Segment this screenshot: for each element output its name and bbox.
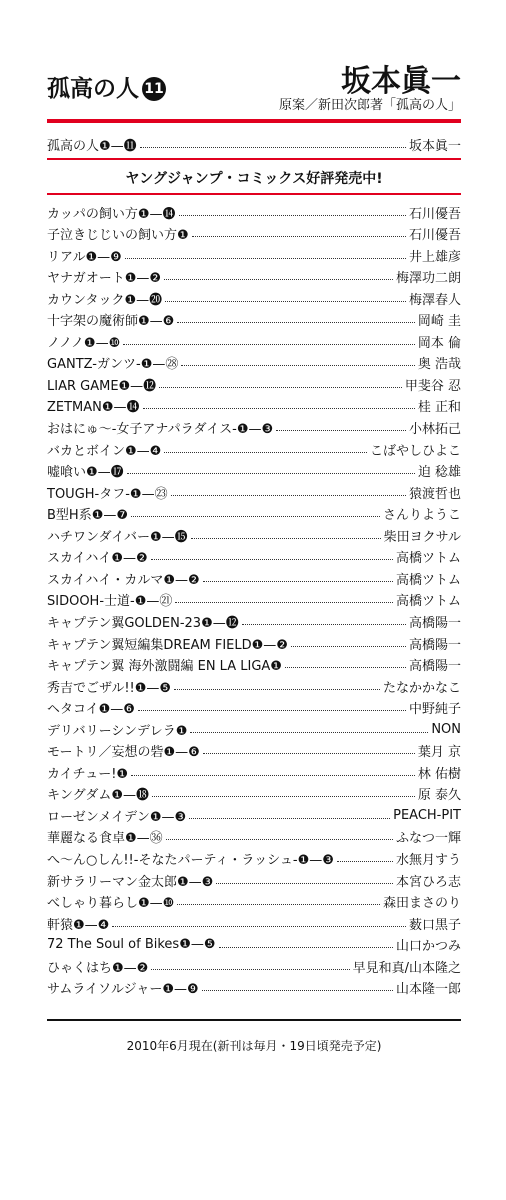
list-item — [47, 224, 461, 244]
list-item — [47, 353, 461, 373]
leader-dots — [203, 581, 393, 582]
volume-title — [47, 70, 166, 103]
list-item-author: PEACH-PIT — [393, 807, 461, 823]
list-item-title: キャプテン翼短編集DREAM FIELD❶—❷ — [47, 637, 288, 653]
list-item — [47, 935, 461, 955]
list-item — [47, 374, 461, 394]
list-item-author: 高橋陽一 — [408, 637, 461, 653]
list-item-title: スカイハイ・カルマ❶—❷ — [47, 572, 200, 588]
list-item — [47, 288, 461, 308]
leader-dots — [181, 365, 415, 366]
leader-dots — [138, 710, 406, 711]
list-item-title: TOUGH-タフ-❶—㉓ — [47, 486, 168, 502]
list-item-author: 岡本 倫 — [417, 335, 461, 351]
list-item-title: リアル❶—❾ — [47, 249, 122, 265]
banner-heading: ヤングジャンプ・コミックス好評発売中! — [125, 171, 383, 187]
header-rule — [47, 119, 461, 123]
list-item — [47, 482, 461, 502]
leader-dots — [216, 883, 393, 884]
list-item-title: 華麗なる食卓❶—㊱ — [47, 831, 163, 847]
list-item-title: ローゼンメイデン❶—❸ — [47, 809, 187, 825]
list-item-author: 小林拓己 — [408, 422, 461, 437]
list-item-title: カッパの飼い方❶—⓮ — [47, 206, 176, 222]
list-item — [47, 978, 461, 998]
list-item-author: 桂 正和 — [417, 400, 461, 416]
list-item — [47, 396, 461, 416]
list-item — [47, 267, 461, 287]
list-item-title: 72 The Soul of Bikes❶—❺ — [47, 937, 216, 953]
list-item — [47, 676, 461, 696]
list-item-author: NON — [431, 721, 461, 737]
leader-dots — [164, 452, 367, 453]
leader-dots — [219, 947, 393, 948]
list-item — [47, 741, 461, 761]
list-item — [47, 633, 461, 653]
list-item — [47, 913, 461, 933]
footer-note: 2010年6月現在(新刊は毎月・19日頃発売予定) — [126, 1039, 382, 1053]
leader-dots — [175, 602, 393, 603]
leader-dots — [189, 818, 390, 819]
header — [47, 56, 461, 114]
list-item-title: 嘘喰い❶—⓱ — [47, 465, 124, 481]
list-item-author: こばやしひよこ — [369, 443, 461, 459]
list-item-author: ふなつ一輝 — [395, 831, 461, 847]
list-item — [47, 870, 461, 890]
list-item-title: GANTZ-ガンツ-❶—㉘ — [47, 357, 179, 373]
section-rule-bottom — [47, 193, 461, 195]
list-item-title: バカとボイン❶—❹ — [47, 443, 162, 459]
list-item-author: 高橋陽一 — [408, 659, 461, 675]
own-series-title: 孤高の人❶—⓫ — [47, 138, 137, 154]
list-item-author: 井上雄彦 — [408, 249, 461, 265]
list-item-author: 高橋ツトム — [395, 572, 461, 588]
list-item-author: 高橋ツトム — [395, 551, 461, 567]
list-item-author: 梅澤春人 — [408, 292, 461, 308]
leader-dots — [143, 408, 415, 409]
leader-dots — [125, 258, 406, 259]
leader-dots — [190, 732, 428, 733]
list-item-author: 梅澤功二朗 — [395, 271, 461, 287]
leader-dots — [177, 322, 415, 323]
list-item-author: 猿渡哲也 — [408, 486, 461, 502]
list-item — [47, 892, 461, 912]
leader-dots — [112, 926, 406, 927]
section-rule-top — [47, 158, 461, 160]
list-item-author: 迫 稔雄 — [417, 465, 461, 481]
leader-dots — [285, 667, 406, 668]
series-title: 孤高の人 — [47, 76, 139, 102]
list-item-author: 高橋陽一 — [408, 615, 461, 631]
list-item-title: 新サラリーマン金太郎❶—❸ — [47, 874, 214, 890]
list-item-author: 本宮ひろ志 — [395, 874, 461, 890]
list-item-title: サムライソルジャー❶—❾ — [47, 982, 199, 998]
list-item-author: 早見和真/山本隆之 — [352, 960, 461, 976]
leader-dots — [166, 839, 393, 840]
list-item — [47, 439, 461, 459]
leader-dots — [179, 215, 406, 216]
list-item-author: 水無月すう — [395, 853, 461, 868]
leader-dots — [202, 990, 393, 991]
original-credit: 原案／新田次郎著「孤高の人」 — [278, 98, 461, 113]
list-item-title: B型H系❶—❼ — [47, 508, 129, 524]
list-item-author: 葉月 京 — [417, 745, 461, 761]
list-item-author: 岡崎 圭 — [417, 314, 461, 330]
list-item-title: ハチワンダイバー❶—⓯ — [47, 529, 188, 545]
leader-dots — [191, 538, 381, 539]
list-item-title: べしゃり暮らし❶—❿ — [47, 896, 175, 912]
leader-dots — [276, 430, 406, 431]
leader-dots — [127, 473, 415, 474]
list-item — [47, 504, 461, 524]
list-item-author: さんりようこ — [382, 508, 461, 524]
own-series-row — [47, 134, 461, 154]
leader-dots — [152, 796, 415, 797]
leader-dots — [192, 236, 406, 237]
list-item — [47, 805, 461, 825]
list-item-title: おはにゅ〜-女子アナパラダイス-❶—❸ — [47, 422, 274, 437]
list-item-title: ヘタコイ❶—❻ — [47, 702, 135, 718]
list-item — [47, 611, 461, 631]
list-item-title: カウンタック❶—⓴ — [47, 292, 163, 308]
list-item-title: ひゃくはち❶—❷ — [47, 960, 149, 976]
list-item-title: LIAR GAME❶—⓬ — [47, 378, 157, 394]
list-item-title: 秀吉でごザル!!❶—❺ — [47, 680, 172, 696]
list-item-author: 薮口黒子 — [408, 917, 461, 933]
leader-dots — [131, 516, 380, 517]
list-item-title: スカイハイ❶—❷ — [47, 551, 148, 567]
list-item-author: 森田まさのり — [382, 896, 461, 912]
list-item — [47, 461, 461, 481]
list-item-title: ZETMAN❶—⓮ — [47, 400, 140, 416]
leader-dots — [159, 387, 402, 388]
volume-number-badge: 11 — [142, 77, 166, 101]
list-item — [47, 525, 461, 545]
list-item-title: へ〜ん○しん!!-そなたパーティ・ラッシュ-❶—❸ — [47, 853, 334, 868]
list-item — [47, 245, 461, 265]
list-item — [47, 310, 461, 330]
list-item — [47, 590, 461, 610]
list-item-author: 柴田ヨクサル — [383, 529, 461, 545]
leader-dots — [242, 624, 406, 625]
list-item-title: 子泣きじじいの飼い方❶ — [47, 228, 189, 244]
list-item-author: 中野純子 — [408, 702, 461, 718]
author-name: 坂本眞一 — [341, 64, 461, 99]
list-item — [47, 202, 461, 222]
list-item — [47, 762, 461, 782]
leader-dots — [151, 559, 393, 560]
list-item-author: 山本隆一郎 — [395, 982, 461, 998]
list-item-title: 軒猿❶—❹ — [47, 917, 110, 933]
leader-dots — [203, 753, 415, 754]
list-item — [47, 784, 461, 804]
list-item-title: デリバリーシンデレラ❶ — [47, 723, 188, 739]
list-item-author: たなかかなこ — [382, 680, 461, 696]
list-item-title: ヤナガオート❶—❷ — [47, 271, 162, 287]
list-item-title: モートリ／妄想の砦❶—❻ — [47, 745, 200, 761]
leader-dots — [337, 861, 393, 862]
list-item — [47, 655, 461, 675]
list-item-author: 石川優吾 — [408, 228, 461, 244]
list-item-author: 林 佑樹 — [417, 766, 461, 782]
leader-dots — [151, 969, 349, 970]
list-item-author: 高橋ツトム — [395, 594, 461, 610]
leader-dots — [165, 301, 406, 302]
list-item — [47, 568, 461, 588]
list-item — [47, 827, 461, 847]
list-item-title: SIDOOH-士道-❶—㉑ — [47, 594, 173, 610]
list-item-title: カイチュー!❶ — [47, 766, 129, 782]
leader-dots — [123, 344, 415, 345]
list-item-title: キャプテン翼GOLDEN-23❶—⓬ — [47, 615, 239, 631]
list-item — [47, 698, 461, 718]
list-item — [47, 719, 461, 739]
leader-dots — [177, 904, 380, 905]
list-item-author: 甲斐谷 忍 — [404, 378, 461, 394]
list-item-title: 十字架の魔術師❶—❻ — [47, 314, 175, 330]
own-series-author: 坂本眞一 — [408, 138, 461, 154]
list-item-title: ノノノ❶—❿ — [47, 335, 121, 351]
leader-dots — [140, 147, 406, 148]
list-item-title: キャプテン翼 海外激闘編 EN LA LIGA❶ — [47, 659, 282, 675]
list-item-author: 山口かつみ — [395, 939, 461, 955]
list-item — [47, 331, 461, 351]
leader-dots — [171, 495, 406, 496]
list-item-author: 石川優吾 — [408, 206, 461, 222]
list-end-rule — [47, 1019, 461, 1021]
list-item — [47, 849, 461, 869]
list-item-author: 奥 浩哉 — [417, 357, 461, 373]
leader-dots — [164, 279, 393, 280]
list-item-title: キングダム❶—⓲ — [47, 788, 150, 804]
list-item — [47, 418, 461, 438]
list-item-author: 原 泰久 — [417, 788, 461, 804]
leader-dots — [131, 775, 415, 776]
leader-dots — [291, 646, 406, 647]
list-item — [47, 547, 461, 567]
leader-dots — [174, 689, 380, 690]
list-item — [47, 956, 461, 976]
